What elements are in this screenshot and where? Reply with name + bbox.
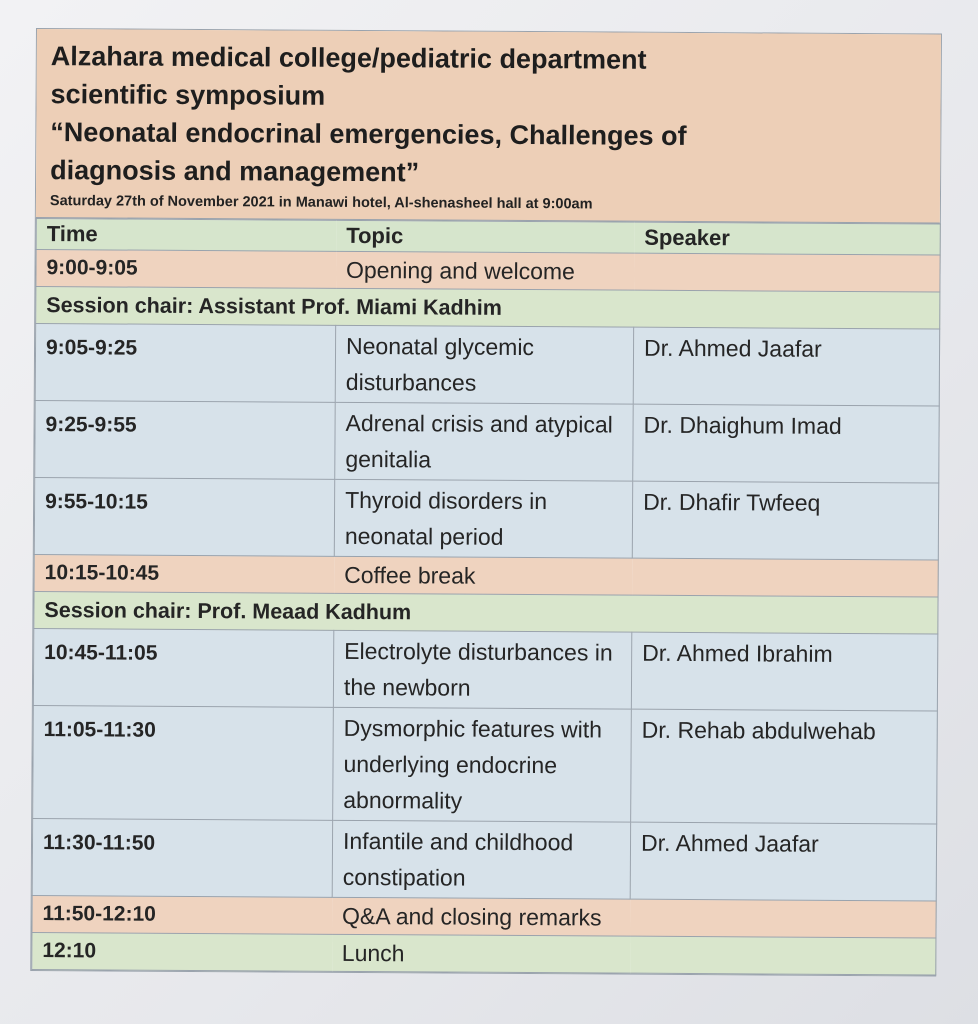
row-speaker: Dr. Ahmed Ibrahim [631, 632, 937, 711]
header-line-1: Alzahara medical college/pediatric department [50, 41, 647, 75]
table-row [32, 818, 936, 901]
row-time: 12:10 [32, 932, 332, 971]
table-row [35, 324, 939, 407]
header-line-4: diagnosis and management” [50, 155, 420, 188]
row-topic: Electrolyte disturbances in the newborn [333, 630, 631, 709]
table-row [33, 705, 938, 824]
header-line-3: “Neonatal endocrinal emergencies, Challenges of [50, 117, 687, 151]
table-row [33, 628, 937, 711]
row-time: 9:05-9:25 [35, 324, 335, 403]
row-topic: Q&A and closing remarks [332, 897, 630, 936]
row-speaker: Dr. Dhafir Twfeeq [632, 481, 938, 560]
table-row [34, 478, 938, 561]
row-topic: Neonatal glycemic disturbances [335, 325, 633, 404]
row-time: 9:25-9:55 [35, 401, 335, 480]
row-speaker: Dr. Dhaighum Imad [633, 404, 939, 483]
row-time: 9:00-9:05 [36, 250, 336, 289]
session-chair-label: Session chair: Assistant Prof. Miami Kadhim [36, 287, 940, 330]
row-speaker [634, 253, 940, 292]
row-speaker: Dr. Ahmed Jaafar [630, 822, 936, 901]
row-speaker: Dr. Ahmed Jaafar [633, 327, 939, 406]
header-line-2: scientific symposium [50, 79, 326, 111]
row-time: 10:45-11:05 [33, 628, 333, 707]
row-topic: Thyroid disorders in neonatal period [334, 479, 632, 558]
row-topic: Coffee break [334, 556, 632, 595]
session-chair-row [36, 287, 940, 330]
column-header-topic: Topic [336, 220, 634, 253]
row-time: 11:30-11:50 [32, 818, 332, 897]
table-row [32, 932, 936, 975]
event-date-line: Saturday 27th of November 2021 in Manawi hotel, Al-shenasheel hall at 9:00am [49, 193, 593, 213]
row-topic: Lunch [332, 934, 630, 973]
table-row [34, 554, 938, 597]
program-header [36, 29, 941, 224]
row-topic: Dysmorphic features with underlying endocrine abnormality [333, 707, 632, 822]
row-time: 11:05-11:30 [33, 705, 334, 820]
row-time: 9:55-10:15 [34, 478, 334, 557]
row-topic: Adrenal crisis and atypical genitalia [335, 402, 633, 481]
row-speaker [630, 899, 936, 938]
row-speaker [630, 936, 936, 975]
row-time: 11:50-12:10 [32, 895, 332, 934]
row-speaker: Dr. Rehab abdulwehab [631, 709, 938, 824]
column-header-speaker: Speaker [634, 222, 940, 255]
table-row [32, 895, 936, 938]
session-chair-label: Session chair: Prof. Meaad Kadhum [34, 591, 938, 634]
row-topic: Infantile and childhood constipation [332, 820, 630, 899]
schedule-table [31, 218, 941, 976]
row-topic: Opening and welcome [336, 251, 634, 290]
row-speaker [632, 558, 938, 597]
table-row [36, 250, 940, 293]
program-sheet [30, 28, 942, 977]
column-header-time: Time [36, 219, 336, 252]
row-time: 10:15-10:45 [34, 554, 334, 593]
session-chair-row [34, 591, 938, 634]
table-row [35, 401, 939, 484]
